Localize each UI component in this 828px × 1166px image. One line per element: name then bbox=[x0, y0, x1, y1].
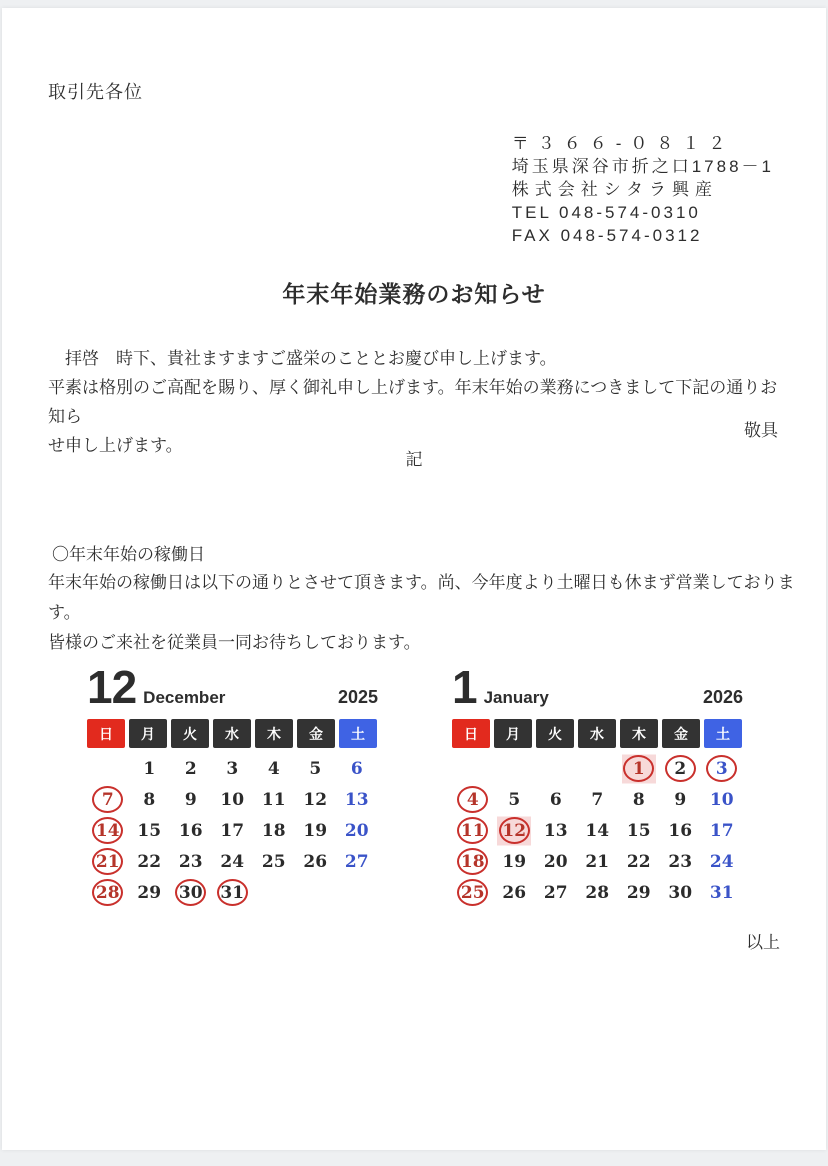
calendar-day-cell bbox=[129, 815, 171, 846]
day-number: 5 bbox=[508, 789, 521, 810]
calendar-day-cell bbox=[618, 784, 660, 815]
day-number: 9 bbox=[674, 789, 687, 810]
calendar-day-cell bbox=[87, 846, 129, 877]
weekday-header-row bbox=[452, 719, 743, 748]
sender-block bbox=[512, 132, 774, 247]
calendar-day-cell bbox=[253, 815, 295, 846]
calendar-day-cell bbox=[87, 877, 129, 908]
year-label: 2025 bbox=[337, 687, 378, 707]
day-number-circled: 21 bbox=[92, 848, 123, 875]
calendar-title-row bbox=[87, 660, 378, 712]
weekday-header-cell: 木 bbox=[255, 719, 293, 748]
day-number-circled: 4 bbox=[457, 786, 488, 813]
document-title: 年末年始業務のお知らせ bbox=[282, 281, 546, 307]
calendar-empty-cell bbox=[452, 753, 494, 784]
day-number: 9 bbox=[184, 789, 197, 810]
calendar-day-cell bbox=[295, 784, 337, 815]
weekday-header-cell: 土 bbox=[704, 719, 742, 748]
calendar-day-cell bbox=[701, 846, 743, 877]
calendar-day-cell bbox=[212, 753, 254, 784]
greeting-paragraph bbox=[48, 344, 782, 460]
weekday-header-cell: 金 bbox=[662, 719, 700, 748]
calendar-day-cell bbox=[535, 877, 577, 908]
calendar-day-cell bbox=[452, 784, 494, 815]
calendar-day-cell bbox=[336, 753, 378, 784]
weekday-header-cell: 火 bbox=[171, 719, 209, 748]
day-number: 31 bbox=[709, 882, 734, 903]
day-number: 10 bbox=[220, 789, 245, 810]
day-number: 4 bbox=[267, 758, 280, 779]
calendar-day-cell bbox=[577, 784, 619, 815]
day-number: 16 bbox=[668, 820, 693, 841]
day-number: 22 bbox=[626, 851, 651, 872]
calendar-day-cell bbox=[577, 846, 619, 877]
closing-keigu: 敬具 bbox=[744, 421, 778, 440]
year-label: 2026 bbox=[702, 687, 743, 707]
calendar-day-cell bbox=[170, 784, 212, 815]
calendar-day-cell bbox=[253, 753, 295, 784]
day-number: 20 bbox=[543, 851, 568, 872]
calendar-empty-cell bbox=[535, 753, 577, 784]
calendar-day-cell bbox=[253, 784, 295, 815]
day-number: 24 bbox=[709, 851, 734, 872]
calendar-day-cell bbox=[660, 877, 702, 908]
greeting-line: 平素は格別のご高配を賜り、厚く御礼申し上げます。年末年始の業務につきまして下記の通りお知ら bbox=[48, 378, 778, 426]
calendar-day-cell bbox=[701, 784, 743, 815]
section-line: 皆様のご来社を従業員一同お待ちしております。 bbox=[48, 633, 421, 652]
calendar-day-cell bbox=[660, 753, 702, 784]
day-number: 2 bbox=[184, 758, 197, 779]
weekday-header-cell: 木 bbox=[620, 719, 658, 748]
month-number: 12 bbox=[87, 661, 137, 713]
weekday-header-cell: 日 bbox=[452, 719, 490, 748]
day-number: 18 bbox=[261, 820, 286, 841]
calendar-day-cell bbox=[535, 784, 577, 815]
calendar-day-cell bbox=[212, 877, 254, 908]
calendar-day-cell bbox=[253, 846, 295, 877]
calendar-day-cell bbox=[701, 753, 743, 784]
day-number: 16 bbox=[178, 820, 203, 841]
day-number: 20 bbox=[344, 820, 369, 841]
day-number-circled: 14 bbox=[92, 817, 123, 844]
calendar-day-cell bbox=[295, 753, 337, 784]
calendar-day-cell bbox=[212, 784, 254, 815]
day-number: 6 bbox=[350, 758, 363, 779]
sender-address: 埼玉県深谷市折之口1788－1 bbox=[511, 157, 774, 176]
day-number: 19 bbox=[502, 851, 527, 872]
day-number-circled: 11 bbox=[457, 817, 488, 844]
section-heading: 〇年末年始の稼働日 bbox=[52, 545, 205, 564]
letter-page bbox=[2, 8, 826, 1150]
calendar-empty-cell bbox=[295, 877, 337, 908]
calendar-day-cell bbox=[170, 815, 212, 846]
calendar-day-cell bbox=[170, 753, 212, 784]
calendar-day-cell bbox=[212, 815, 254, 846]
section-paragraph bbox=[48, 568, 796, 658]
greeting-line: 拝啓 時下、貴社ますますご盛栄のこととお慶び申し上げます。 bbox=[48, 349, 557, 368]
calendar-day-cell bbox=[129, 846, 171, 877]
calendar-day-cell bbox=[701, 815, 743, 846]
calendar-day-cell bbox=[494, 815, 536, 846]
day-number: 21 bbox=[585, 851, 610, 872]
day-number: 8 bbox=[632, 789, 645, 810]
weekday-header-cell: 水 bbox=[213, 719, 251, 748]
weekday-header-cell: 火 bbox=[536, 719, 574, 748]
month-name: January bbox=[483, 688, 549, 707]
day-number: 27 bbox=[344, 851, 369, 872]
day-number: 23 bbox=[178, 851, 203, 872]
calendar-day-cell bbox=[577, 815, 619, 846]
day-number-circled: 25 bbox=[457, 879, 488, 906]
closing-ijou: 以上 bbox=[746, 933, 780, 952]
calendar-day-cell bbox=[618, 815, 660, 846]
sender-postal-code: 〒３６６-０８１２ bbox=[511, 134, 735, 153]
calendar-day-cell bbox=[494, 846, 536, 877]
calendar-title-row bbox=[452, 660, 743, 712]
day-number-circled: 31 bbox=[217, 879, 248, 906]
calendar-area bbox=[2, 660, 826, 908]
day-number: 13 bbox=[344, 789, 369, 810]
day-grid bbox=[452, 753, 743, 908]
calendar-day-cell bbox=[295, 815, 337, 846]
calendar-day-cell bbox=[618, 877, 660, 908]
day-number: 28 bbox=[585, 882, 610, 903]
section-line: 年末年始の稼働日は以下の通りとさせて頂きます。尚、今年度より土曜日も休まず営業しております。 bbox=[48, 573, 795, 622]
sender-company: 株式会社シタラ興産 bbox=[511, 180, 719, 199]
day-number: 17 bbox=[220, 820, 245, 841]
calendar-day-cell bbox=[170, 877, 212, 908]
calendar-day-cell bbox=[535, 815, 577, 846]
day-number-circled: 2 bbox=[665, 755, 696, 782]
day-number-circled: 28 bbox=[92, 879, 123, 906]
month-number: 1 bbox=[452, 661, 477, 713]
day-number: 12 bbox=[303, 789, 328, 810]
weekday-header-cell: 金 bbox=[297, 719, 335, 748]
calendar-day-cell bbox=[701, 877, 743, 908]
recipient-line: 取引先各位 bbox=[48, 82, 143, 102]
calendar-day-cell bbox=[295, 846, 337, 877]
day-number: 3 bbox=[226, 758, 239, 779]
day-number-circled: 1 bbox=[623, 755, 654, 782]
weekday-header-cell: 日 bbox=[87, 719, 125, 748]
day-number-circled: 12 bbox=[499, 817, 530, 844]
calendar-day-cell bbox=[494, 784, 536, 815]
day-number: 15 bbox=[137, 820, 162, 841]
calendar-day-cell bbox=[452, 846, 494, 877]
day-number: 29 bbox=[137, 882, 162, 903]
day-number: 13 bbox=[543, 820, 568, 841]
day-number: 14 bbox=[585, 820, 610, 841]
calendar-day-cell bbox=[87, 815, 129, 846]
day-number: 1 bbox=[143, 758, 156, 779]
calendar-day-cell bbox=[129, 753, 171, 784]
day-number: 23 bbox=[668, 851, 693, 872]
day-number: 30 bbox=[668, 882, 693, 903]
month-name: December bbox=[143, 688, 226, 707]
calendar-day-cell bbox=[618, 753, 660, 784]
weekday-header-row bbox=[87, 719, 378, 748]
day-grid bbox=[87, 753, 378, 908]
calendar-day-cell bbox=[336, 815, 378, 846]
calendar-day-cell bbox=[129, 877, 171, 908]
calendar-day-cell bbox=[336, 846, 378, 877]
calendar-december-2025 bbox=[87, 660, 378, 908]
calendar-empty-cell bbox=[253, 877, 295, 908]
sender-tel: TEL 048-574-0310 bbox=[511, 203, 701, 222]
day-number: 29 bbox=[626, 882, 651, 903]
day-number-circled: 7 bbox=[92, 786, 123, 813]
calendar-day-cell bbox=[129, 784, 171, 815]
day-number: 22 bbox=[137, 851, 162, 872]
day-number-circled: 30 bbox=[175, 879, 206, 906]
day-number: 17 bbox=[709, 820, 734, 841]
day-number: 24 bbox=[220, 851, 245, 872]
weekday-header-cell: 水 bbox=[578, 719, 616, 748]
calendar-day-cell bbox=[494, 877, 536, 908]
day-number: 5 bbox=[309, 758, 322, 779]
day-number: 6 bbox=[549, 789, 562, 810]
calendar-day-cell bbox=[660, 784, 702, 815]
calendar-day-cell bbox=[618, 846, 660, 877]
weekday-header-cell: 土 bbox=[339, 719, 377, 748]
calendar-january-2026 bbox=[452, 660, 743, 908]
calendar-empty-cell bbox=[577, 753, 619, 784]
day-number-circled: 18 bbox=[457, 848, 488, 875]
day-number: 25 bbox=[261, 851, 286, 872]
day-number: 27 bbox=[543, 882, 568, 903]
record-marker-ki: 記 bbox=[405, 450, 423, 469]
calendar-empty-cell bbox=[336, 877, 378, 908]
day-number: 26 bbox=[303, 851, 328, 872]
day-number: 26 bbox=[502, 882, 527, 903]
calendar-empty-cell bbox=[494, 753, 536, 784]
calendar-day-cell bbox=[660, 815, 702, 846]
greeting-line: せ申し上げます。 bbox=[48, 436, 183, 455]
weekday-header-cell: 月 bbox=[129, 719, 167, 748]
weekday-header-cell: 月 bbox=[494, 719, 532, 748]
day-number: 11 bbox=[261, 789, 286, 810]
calendar-day-cell bbox=[452, 815, 494, 846]
calendar-day-cell bbox=[452, 877, 494, 908]
calendar-day-cell bbox=[336, 784, 378, 815]
day-number: 8 bbox=[143, 789, 156, 810]
day-number: 10 bbox=[709, 789, 734, 810]
calendar-empty-cell bbox=[87, 753, 129, 784]
sender-fax: FAX 048-574-0312 bbox=[511, 226, 703, 245]
day-number: 7 bbox=[591, 789, 604, 810]
calendar-day-cell bbox=[660, 846, 702, 877]
calendar-day-cell bbox=[170, 846, 212, 877]
calendar-day-cell bbox=[577, 877, 619, 908]
day-number-circled: 3 bbox=[706, 755, 737, 782]
calendar-day-cell bbox=[87, 784, 129, 815]
calendar-day-cell bbox=[212, 846, 254, 877]
day-number: 15 bbox=[626, 820, 651, 841]
calendar-day-cell bbox=[535, 846, 577, 877]
day-number: 19 bbox=[303, 820, 328, 841]
